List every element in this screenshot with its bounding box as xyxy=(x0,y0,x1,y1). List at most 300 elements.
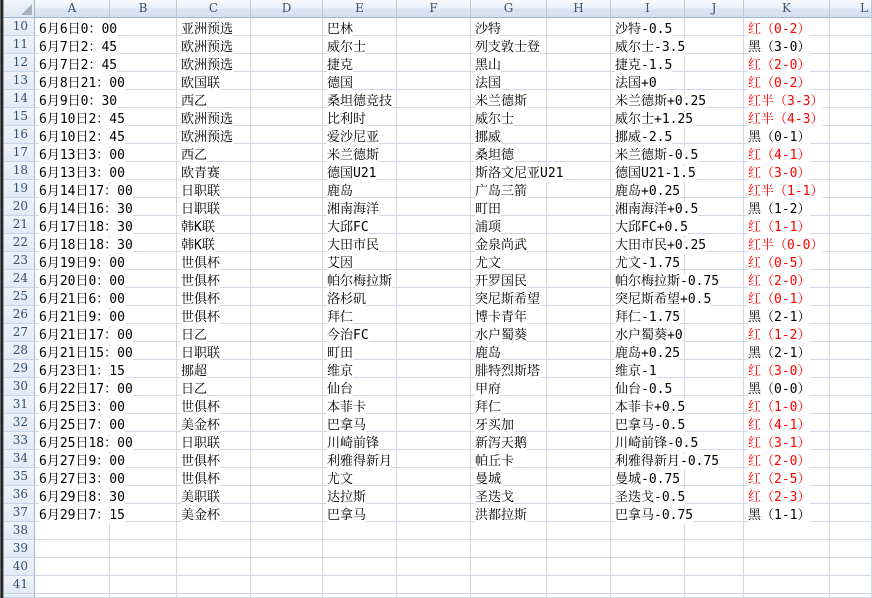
cell-empty[interactable] xyxy=(830,234,872,252)
cell-empty[interactable] xyxy=(251,252,323,270)
column-header-E[interactable]: E xyxy=(323,0,397,18)
cell-result[interactable] xyxy=(744,216,830,234)
cell-home-team[interactable] xyxy=(323,288,397,306)
cell-empty[interactable] xyxy=(830,144,872,162)
cell-empty[interactable] xyxy=(251,432,323,450)
cell-date[interactable] xyxy=(35,576,110,594)
cell-empty[interactable] xyxy=(547,414,611,432)
cell-result[interactable] xyxy=(744,234,830,252)
cell-empty[interactable] xyxy=(685,54,744,72)
cell-home-team[interactable] xyxy=(323,504,397,522)
cell-empty[interactable] xyxy=(251,504,323,522)
cell-result[interactable] xyxy=(744,396,830,414)
cell-away-team[interactable] xyxy=(471,144,547,162)
cell-empty[interactable] xyxy=(830,270,872,288)
cell-league[interactable] xyxy=(177,414,251,432)
cell-empty[interactable] xyxy=(685,468,744,486)
cell-league[interactable] xyxy=(177,468,251,486)
cell-result[interactable] xyxy=(744,432,830,450)
cell-empty[interactable] xyxy=(397,432,471,450)
cell-empty[interactable] xyxy=(251,144,323,162)
cell-date[interactable] xyxy=(35,558,110,576)
cell-empty[interactable] xyxy=(251,594,323,598)
cell-league[interactable] xyxy=(177,504,251,522)
row-header-15[interactable]: 15 xyxy=(4,108,35,126)
cell-home-team[interactable] xyxy=(323,432,397,450)
cell-league[interactable] xyxy=(177,144,251,162)
cell-away-team[interactable] xyxy=(471,18,547,36)
cell-league[interactable] xyxy=(177,378,251,396)
cell-empty[interactable] xyxy=(685,558,744,576)
cell-league[interactable] xyxy=(177,306,251,324)
cell-empty[interactable] xyxy=(251,288,323,306)
cell-date[interactable] xyxy=(35,18,118,37)
cell-home-team[interactable] xyxy=(323,126,397,144)
cell-empty[interactable] xyxy=(685,252,744,270)
cell-away-team[interactable] xyxy=(471,288,547,306)
cell-date[interactable] xyxy=(35,72,125,91)
cell-empty[interactable] xyxy=(251,72,323,90)
row-header-26[interactable]: 26 xyxy=(4,306,35,324)
cell-empty[interactable] xyxy=(547,144,611,162)
cell-empty[interactable] xyxy=(830,54,872,72)
cell-date[interactable] xyxy=(35,468,125,487)
cell-empty[interactable] xyxy=(547,126,611,144)
cell-empty[interactable] xyxy=(397,342,471,360)
row-header-38[interactable]: 38 xyxy=(4,522,35,540)
cell-home-team[interactable] xyxy=(323,90,397,108)
cell-handicap[interactable] xyxy=(611,324,685,342)
cell-away-team[interactable] xyxy=(471,234,547,252)
cell-empty[interactable] xyxy=(397,216,471,234)
cell-empty[interactable] xyxy=(251,324,323,342)
cell-empty[interactable] xyxy=(547,270,611,288)
cell-date[interactable] xyxy=(35,108,125,127)
cell-empty[interactable] xyxy=(547,72,611,90)
cell-empty[interactable] xyxy=(547,180,611,198)
cell-away-team[interactable] xyxy=(471,432,547,450)
cell-away-team[interactable] xyxy=(471,306,547,324)
row-header-23[interactable]: 23 xyxy=(4,252,35,270)
cell-date[interactable] xyxy=(35,162,125,181)
cell-empty[interactable] xyxy=(397,486,471,504)
cell-league[interactable] xyxy=(177,450,251,468)
cell-empty[interactable] xyxy=(685,306,744,324)
cell-home-team[interactable] xyxy=(323,360,397,378)
cell-empty[interactable] xyxy=(830,72,872,90)
cell-date[interactable] xyxy=(35,144,125,163)
cell-away-team[interactable] xyxy=(471,252,547,270)
cell-empty[interactable] xyxy=(830,216,872,234)
cell-empty[interactable] xyxy=(110,540,177,558)
row-header-30[interactable]: 30 xyxy=(4,378,35,396)
row-header-39[interactable]: 39 xyxy=(4,540,35,558)
cell-result[interactable] xyxy=(744,450,830,468)
column-header-F[interactable]: F xyxy=(397,0,471,18)
cell-date[interactable] xyxy=(35,198,133,217)
cell-result[interactable] xyxy=(744,504,830,522)
cell-empty[interactable] xyxy=(397,54,471,72)
cell-home-team[interactable] xyxy=(323,396,397,414)
cell-away-team[interactable] xyxy=(471,522,547,540)
cell-empty[interactable] xyxy=(830,198,872,216)
cell-away-team[interactable] xyxy=(471,90,547,108)
cell-result[interactable] xyxy=(744,126,830,144)
cell-empty[interactable] xyxy=(547,108,611,126)
cell-away-team[interactable] xyxy=(471,54,547,72)
cell-away-team[interactable] xyxy=(471,486,547,504)
cell-home-team[interactable] xyxy=(323,180,397,198)
cell-handicap[interactable] xyxy=(611,90,707,109)
row-header-12[interactable]: 12 xyxy=(4,54,35,72)
cell-away-team[interactable] xyxy=(471,468,547,486)
cell-empty[interactable] xyxy=(397,144,471,162)
cell-away-team[interactable] xyxy=(471,108,547,126)
cell-date[interactable] xyxy=(35,234,133,253)
row-header-24[interactable]: 24 xyxy=(4,270,35,288)
cell-league[interactable] xyxy=(177,126,251,144)
cell-empty[interactable] xyxy=(830,36,872,54)
cell-handicap[interactable] xyxy=(611,486,685,504)
cell-empty[interactable] xyxy=(547,342,611,360)
cell-empty[interactable] xyxy=(251,450,323,468)
cell-empty[interactable] xyxy=(547,360,611,378)
row-header-22[interactable]: 22 xyxy=(4,234,35,252)
cell-league[interactable] xyxy=(177,396,251,414)
cell-empty[interactable] xyxy=(110,36,177,54)
cell-empty[interactable] xyxy=(397,540,471,558)
cell-date[interactable] xyxy=(35,306,125,325)
cell-empty[interactable] xyxy=(830,396,872,414)
cell-empty[interactable] xyxy=(547,198,611,216)
cell-handicap[interactable] xyxy=(611,108,694,127)
cell-empty[interactable] xyxy=(397,522,471,540)
cell-league[interactable] xyxy=(177,198,251,216)
cell-away-team[interactable] xyxy=(471,162,564,181)
cell-empty[interactable] xyxy=(685,72,744,90)
cell-away-team[interactable] xyxy=(471,270,547,288)
cell-result[interactable] xyxy=(744,360,830,378)
cell-result[interactable] xyxy=(744,378,830,396)
cell-league[interactable] xyxy=(177,108,251,126)
cell-empty[interactable] xyxy=(685,576,744,594)
cell-handicap[interactable] xyxy=(611,450,720,469)
cell-handicap[interactable] xyxy=(611,342,685,360)
cell-date[interactable] xyxy=(35,486,125,505)
cell-date[interactable] xyxy=(35,504,125,523)
cell-result[interactable] xyxy=(744,180,830,198)
cell-empty[interactable] xyxy=(110,522,177,540)
cell-home-team[interactable] xyxy=(323,36,397,54)
cell-empty[interactable] xyxy=(251,216,323,234)
cell-result[interactable] xyxy=(744,522,830,540)
cell-empty[interactable] xyxy=(547,522,611,540)
cell-empty[interactable] xyxy=(685,594,744,598)
row-header-10[interactable]: 10 xyxy=(4,18,35,36)
cell-handicap[interactable] xyxy=(611,414,685,432)
cell-home-team[interactable] xyxy=(323,522,397,540)
cell-date[interactable] xyxy=(35,360,125,379)
cell-handicap[interactable] xyxy=(611,432,699,451)
cell-handicap[interactable] xyxy=(611,162,696,181)
cell-empty[interactable] xyxy=(547,540,611,558)
cell-empty[interactable] xyxy=(830,162,872,180)
cell-empty[interactable] xyxy=(177,594,251,598)
column-header-L[interactable]: L xyxy=(830,0,872,18)
column-header-J[interactable]: J xyxy=(685,0,744,18)
cell-handicap[interactable] xyxy=(611,288,712,307)
cell-date[interactable] xyxy=(35,396,125,415)
cell-home-team[interactable] xyxy=(323,198,397,216)
cell-date[interactable] xyxy=(35,450,125,469)
cell-home-team[interactable] xyxy=(323,468,397,486)
cell-home-team[interactable] xyxy=(323,216,397,234)
cell-empty[interactable] xyxy=(830,324,872,342)
cell-empty[interactable] xyxy=(547,504,611,522)
cell-empty[interactable] xyxy=(547,36,611,54)
cell-empty[interactable] xyxy=(830,90,872,108)
cell-handicap[interactable] xyxy=(611,576,685,594)
cell-away-team[interactable] xyxy=(471,216,547,234)
cell-empty[interactable] xyxy=(397,162,471,180)
cell-handicap[interactable] xyxy=(611,558,685,576)
column-header-A[interactable]: A xyxy=(35,0,110,18)
cell-empty[interactable] xyxy=(830,252,872,270)
cell-date[interactable] xyxy=(35,126,125,145)
cell-away-team[interactable] xyxy=(471,342,547,360)
cell-away-team[interactable] xyxy=(471,576,547,594)
cell-empty[interactable] xyxy=(547,450,611,468)
cell-result[interactable] xyxy=(744,486,830,504)
cell-empty[interactable] xyxy=(251,36,323,54)
cell-away-team[interactable] xyxy=(471,324,547,342)
cell-empty[interactable] xyxy=(685,360,744,378)
cell-empty[interactable] xyxy=(397,270,471,288)
row-header-34[interactable]: 34 xyxy=(4,450,35,468)
cell-empty[interactable] xyxy=(251,162,323,180)
cell-league[interactable] xyxy=(177,540,251,558)
row-header-37[interactable]: 37 xyxy=(4,504,35,522)
cell-date[interactable] xyxy=(35,540,110,558)
cell-handicap[interactable] xyxy=(611,306,685,324)
row-header-41[interactable]: 41 xyxy=(4,576,35,594)
cell-home-team[interactable] xyxy=(323,378,397,396)
cell-handicap[interactable] xyxy=(611,234,707,253)
cell-league[interactable] xyxy=(177,486,251,504)
cell-handicap[interactable] xyxy=(611,540,685,558)
cell-home-team[interactable] xyxy=(323,108,397,126)
cell-league[interactable] xyxy=(177,360,251,378)
cell-empty[interactable] xyxy=(830,432,872,450)
cell-handicap[interactable] xyxy=(611,252,685,270)
cell-empty[interactable] xyxy=(251,468,323,486)
row-header-13[interactable]: 13 xyxy=(4,72,35,90)
cell-empty[interactable] xyxy=(547,396,611,414)
cell-empty[interactable] xyxy=(397,378,471,396)
cell-home-team[interactable] xyxy=(323,162,397,180)
cell-empty[interactable] xyxy=(685,486,744,504)
cell-empty[interactable] xyxy=(251,360,323,378)
cell-empty[interactable] xyxy=(685,108,744,126)
cell-date[interactable] xyxy=(35,522,110,540)
cell-date[interactable] xyxy=(35,432,133,451)
cell-handicap[interactable] xyxy=(611,198,699,217)
cell-empty[interactable] xyxy=(685,180,744,198)
row-header-11[interactable]: 11 xyxy=(4,36,35,54)
cell-date[interactable] xyxy=(35,270,125,289)
cell-empty[interactable] xyxy=(685,540,744,558)
cell-home-team[interactable] xyxy=(323,342,397,360)
cell-empty[interactable] xyxy=(110,558,177,576)
cell-empty[interactable] xyxy=(397,360,471,378)
cell-home-team[interactable] xyxy=(323,450,397,468)
row-header-31[interactable]: 31 xyxy=(4,396,35,414)
cell-date[interactable] xyxy=(35,378,133,397)
cell-empty[interactable] xyxy=(830,540,872,558)
cell-empty[interactable] xyxy=(251,18,323,36)
row-header-36[interactable]: 36 xyxy=(4,486,35,504)
cell-away-team[interactable] xyxy=(471,72,547,90)
cell-away-team[interactable] xyxy=(471,378,547,396)
cell-result[interactable] xyxy=(744,558,830,576)
cell-empty[interactable] xyxy=(110,576,177,594)
cell-league[interactable] xyxy=(177,432,251,450)
row-header-20[interactable]: 20 xyxy=(4,198,35,216)
column-header-I[interactable]: I xyxy=(611,0,685,18)
cell-league[interactable] xyxy=(177,288,251,306)
cell-handicap[interactable] xyxy=(611,180,685,198)
cell-home-team[interactable] xyxy=(323,234,397,252)
cell-league[interactable] xyxy=(177,36,251,54)
cell-result[interactable] xyxy=(744,54,830,72)
cell-away-team[interactable] xyxy=(471,540,547,558)
cell-away-team[interactable] xyxy=(471,180,547,198)
cell-result[interactable] xyxy=(744,342,830,360)
cell-empty[interactable] xyxy=(323,594,397,598)
cell-empty[interactable] xyxy=(251,396,323,414)
cell-empty[interactable] xyxy=(251,558,323,576)
cell-empty[interactable] xyxy=(830,414,872,432)
cell-empty[interactable] xyxy=(547,432,611,450)
cell-empty[interactable] xyxy=(547,18,611,36)
cell-league[interactable] xyxy=(177,216,251,234)
cell-empty[interactable] xyxy=(547,90,611,108)
cell-empty[interactable] xyxy=(397,108,471,126)
cell-result[interactable] xyxy=(744,324,830,342)
cell-empty[interactable] xyxy=(397,234,471,252)
cell-home-team[interactable] xyxy=(323,252,397,270)
cell-date[interactable] xyxy=(35,36,118,55)
cell-empty[interactable] xyxy=(830,378,872,396)
cell-handicap[interactable] xyxy=(611,216,688,235)
cell-league[interactable] xyxy=(177,324,251,342)
cell-empty[interactable] xyxy=(611,594,685,598)
cell-home-team[interactable] xyxy=(323,72,397,90)
cell-handicap[interactable] xyxy=(611,144,699,163)
cell-empty[interactable] xyxy=(251,378,323,396)
cell-handicap[interactable] xyxy=(611,378,685,396)
row-header-32[interactable]: 32 xyxy=(4,414,35,432)
cell-home-team[interactable] xyxy=(323,270,397,288)
cell-empty[interactable] xyxy=(830,108,872,126)
cell-empty[interactable] xyxy=(110,594,177,598)
cell-home-team[interactable] xyxy=(323,540,397,558)
row-header-35[interactable]: 35 xyxy=(4,468,35,486)
cell-date[interactable] xyxy=(35,216,133,235)
cell-home-team[interactable] xyxy=(323,324,397,342)
cell-empty[interactable] xyxy=(685,324,744,342)
cell-empty[interactable] xyxy=(830,504,872,522)
cell-empty[interactable] xyxy=(397,72,471,90)
cell-empty[interactable] xyxy=(830,594,872,598)
cell-empty[interactable] xyxy=(397,198,471,216)
row-header-27[interactable]: 27 xyxy=(4,324,35,342)
cell-empty[interactable] xyxy=(251,180,323,198)
cell-empty[interactable] xyxy=(251,486,323,504)
cell-league[interactable] xyxy=(177,54,251,72)
cell-empty[interactable] xyxy=(744,594,830,598)
cell-empty[interactable] xyxy=(830,468,872,486)
cell-empty[interactable] xyxy=(685,216,744,234)
row-header-21[interactable]: 21 xyxy=(4,216,35,234)
row-header-16[interactable]: 16 xyxy=(4,126,35,144)
cell-empty[interactable] xyxy=(547,576,611,594)
cell-empty[interactable] xyxy=(830,180,872,198)
column-header-H[interactable]: H xyxy=(547,0,611,18)
cell-handicap[interactable] xyxy=(611,72,685,90)
cell-empty[interactable] xyxy=(251,414,323,432)
cell-handicap[interactable] xyxy=(611,18,685,36)
cell-empty[interactable] xyxy=(251,108,323,126)
cell-home-team[interactable] xyxy=(323,18,397,36)
cell-empty[interactable] xyxy=(547,234,611,252)
row-header-28[interactable]: 28 xyxy=(4,342,35,360)
cell-empty[interactable] xyxy=(830,486,872,504)
cell-result[interactable] xyxy=(744,288,830,306)
cell-away-team[interactable] xyxy=(471,36,547,54)
cell-empty[interactable] xyxy=(397,504,471,522)
cell-home-team[interactable] xyxy=(323,576,397,594)
cell-empty[interactable] xyxy=(830,450,872,468)
cell-empty[interactable] xyxy=(830,306,872,324)
cell-away-team[interactable] xyxy=(471,396,547,414)
cell-home-team[interactable] xyxy=(323,486,397,504)
cell-empty[interactable] xyxy=(397,18,471,36)
cell-empty[interactable] xyxy=(251,270,323,288)
cell-empty[interactable] xyxy=(547,288,611,306)
cell-empty[interactable] xyxy=(251,306,323,324)
row-header-18[interactable]: 18 xyxy=(4,162,35,180)
cell-league[interactable] xyxy=(177,270,251,288)
cell-result[interactable] xyxy=(744,270,830,288)
row-header-33[interactable]: 33 xyxy=(4,432,35,450)
cell-away-team[interactable] xyxy=(471,558,547,576)
cell-league[interactable] xyxy=(177,162,251,180)
cell-empty[interactable] xyxy=(251,90,323,108)
cell-empty[interactable] xyxy=(397,306,471,324)
cell-result[interactable] xyxy=(744,108,830,126)
cell-empty[interactable] xyxy=(397,468,471,486)
cell-result[interactable] xyxy=(744,72,830,90)
cell-empty[interactable] xyxy=(830,522,872,540)
cell-home-team[interactable] xyxy=(323,558,397,576)
cell-empty[interactable] xyxy=(830,360,872,378)
row-header-29[interactable]: 29 xyxy=(4,360,35,378)
row-header-17[interactable]: 17 xyxy=(4,144,35,162)
cell-empty[interactable] xyxy=(397,90,471,108)
cell-empty[interactable] xyxy=(110,54,177,72)
cell-empty[interactable] xyxy=(547,54,611,72)
